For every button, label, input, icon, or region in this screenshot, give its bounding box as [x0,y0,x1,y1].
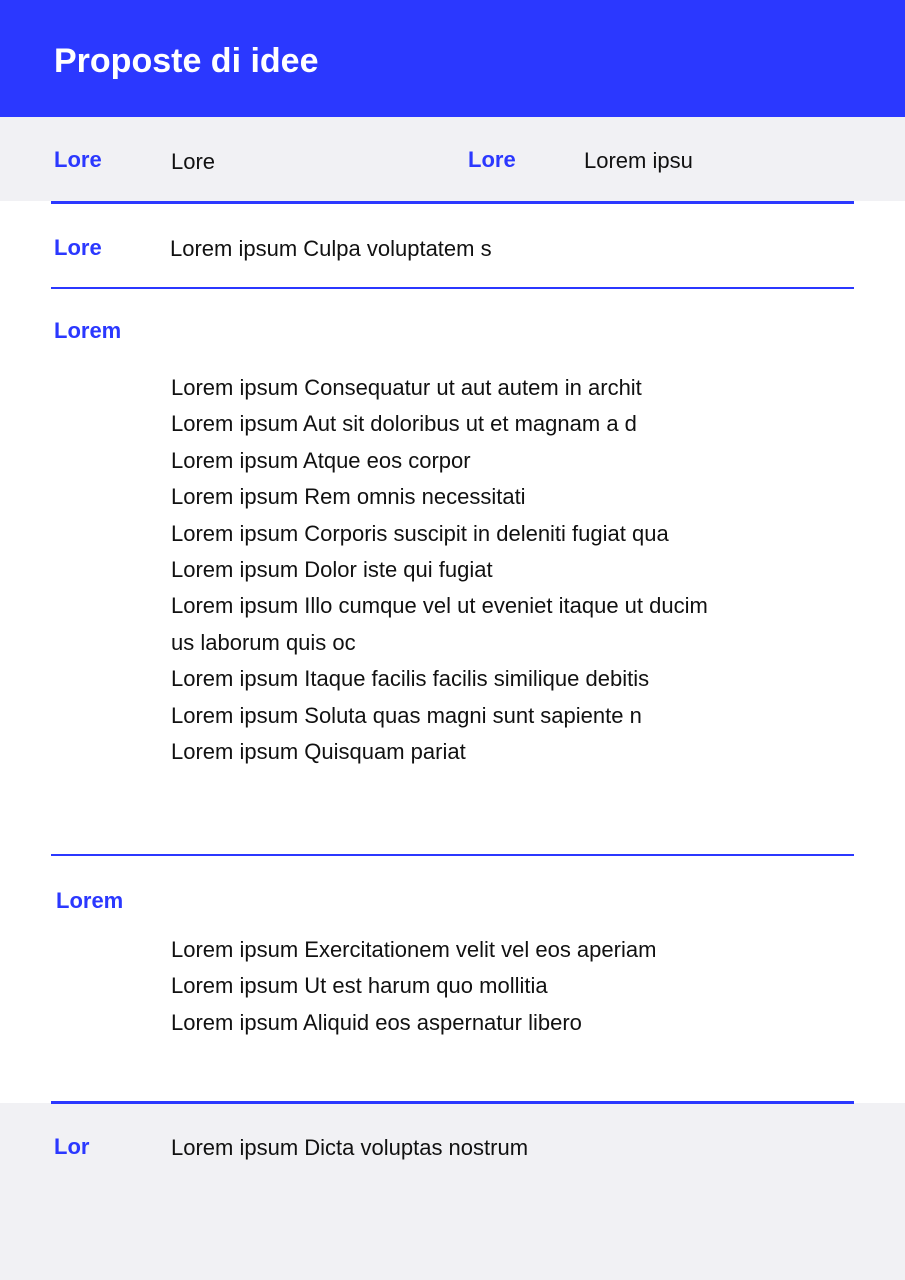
row1-label-right: Lore [468,147,516,172]
list-item: Lorem ipsum Atque eos corpor [171,447,471,473]
list-item: Lorem ipsum Exercitationem velit vel eos aperiam [171,937,657,962]
list-item: Lorem ipsum Soluta quas magni sunt sapiente n [171,702,642,728]
divider [51,854,854,856]
section1-list [171,370,708,770]
footer-row-value: Lorem ipsum Dicta voluptas nostrum [171,1135,529,1160]
row2-label: Lore [54,235,102,260]
list-item: Lorem ipsum Quisquam pariat [171,739,466,765]
page-title: Proposte di idee [54,42,319,80]
list-item: Lorem ipsum Aliquid eos aspernatur libero [171,1009,582,1035]
row1-value-right: Lorem ipsu [584,148,693,173]
row1-value-left: Lore [171,149,216,174]
list-item: Lorem ipsum Consequatur ut aut autem in archit [171,375,642,400]
list-item: Lorem ipsum Ut est harum quo mollitia [171,973,548,999]
divider [51,201,854,204]
row1-label-left: Lore [54,147,102,172]
list-item: Lorem ipsum Itaque facilis facilis similique debitis [171,666,650,692]
row2-value: Lorem ipsum Culpa voluptatem s [170,236,492,261]
section2-list [171,932,656,1041]
list-item: Lorem ipsum Illo cumque vel ut eveniet itaque ut ducim [171,593,708,619]
section2-label: Lorem [56,888,124,913]
footer-row-label: Lor [54,1134,90,1159]
info-band-top [0,117,905,201]
list-item: Lorem ipsum Aut sit doloribus ut et magnam a d [171,411,637,437]
info-band-bottom [0,1103,905,1280]
page-header [0,0,905,117]
list-item: Lorem ipsum Corporis suscipit in deleniti fugiat qua [171,520,669,546]
list-item: Lorem ipsum Dolor iste qui fugiat [171,557,493,583]
section1-label: Lorem [54,318,122,343]
divider [51,287,854,289]
list-item: Lorem ipsum Rem omnis necessitati [171,484,526,510]
list-item: us laborum quis oc [171,629,356,655]
divider [51,1101,854,1104]
